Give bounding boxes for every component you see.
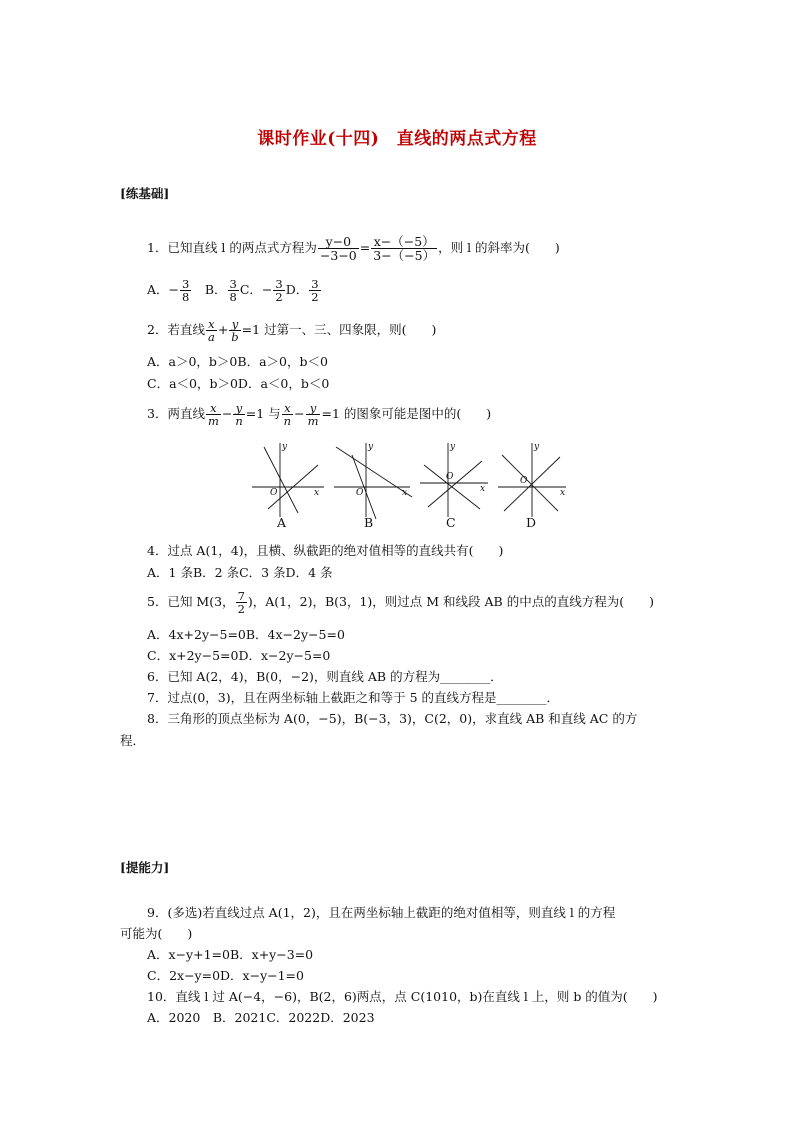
q1-fraction-2: $\frac{x-(-5)}{3-(-5)}$: [373, 233, 436, 263]
section-basic-heading: [练基础]: [120, 186, 170, 201]
q5-options-line-1: A．4x+2y−5=0B．4x−2y−5=0: [147, 627, 345, 642]
question-9-continued: 可能为( ): [120, 926, 193, 941]
question-6: 6．已知 A(2，4)，B(0，−2)，则直线 AB 的方程为________．: [147, 669, 503, 684]
page-title: 课时作业(十四) 直线的两点式方程: [257, 129, 537, 149]
graph-b: [334, 443, 412, 519]
question-5: 5．已知 M(3， $\frac{7}{2}$ )，A(1，2)，B(3，1)，则过点 M 和线段 AB 的中点的直线方程为( ): [147, 588, 654, 616]
question-1: 1．已知直线 l 的两点式方程为 $\frac{y-0}{-3-0}$ = $\frac{x-(-5)}{3-(-5)}$ ，则 l 的斜率为( ): [147, 233, 560, 263]
section-advanced-heading: [提能力]: [120, 860, 170, 875]
graph-d: [498, 443, 566, 517]
graph-a: [252, 443, 324, 517]
graph-a-x-axis-label: x: [314, 488, 320, 498]
graph-b-y-axis-label: y: [368, 442, 374, 452]
q1-stem: 1．已知直线 l 的两点式方程为: [147, 240, 317, 255]
figure-label-a: A: [277, 515, 287, 530]
q10-options: A．2020 B．2021C．2022D．2023: [147, 1010, 375, 1025]
graph-b-x-axis-label: x: [402, 488, 408, 498]
graph-c: [420, 443, 488, 517]
question-3: 3．两直线 $\frac{x}{m}$ − $\frac{y}{n}$ =1 与 $\frac{x}{n}$ − $\frac{y}{m}$ =1 的图象可能是图中的( ): [147, 400, 492, 428]
figure-label-d: D: [526, 515, 537, 530]
graph-a-y-axis-label: y: [282, 442, 288, 452]
question-9: 9．(多选)若直线过点 A(1，2)，且在两坐标轴上截距的绝对值相等，则直线 l 的方程: [147, 905, 616, 920]
q9-options-line-1: A．x−y+1=0B．x+y−3=0: [147, 947, 314, 962]
graph-b-origin-label: O: [356, 488, 364, 498]
graph-c-y-axis-label: y: [450, 442, 456, 452]
graph-c-x-axis-label: x: [480, 484, 486, 494]
question-7: 7．过点(0，3)，且在两坐标轴上截距之和等于 5 的直线方程是________．: [147, 690, 560, 705]
question-8-continued: 程．: [120, 733, 146, 748]
q1-fraction-1: $\frac{y-0}{-3-0}$: [319, 233, 357, 263]
q4-options: A．1 条B．2 条C．3 条D．4 条: [147, 565, 333, 580]
graph-d-x-axis-label: x: [560, 488, 566, 498]
figure-label-b: B: [364, 515, 374, 530]
q5-options-line-2: C．x+2y−5=0D．x−2y−5=0: [147, 648, 331, 663]
q2-options-line-2: C．a＜0，b＞0D．a＜0，b＜0: [147, 376, 330, 391]
question-2: 2．若直线 $\frac{x}{a}$ + $\frac{y}{b}$ =1 过第一、三、四象限，则( ): [147, 316, 437, 344]
q2-options-line-1: A．a＞0，b＞0B．a＞0，b＜0: [147, 354, 328, 369]
question-10: 10．直线 l 过 A(−4，−6)，B(2，6)两点，点 C(1010，b)在直线 l 上，则 b 的值为( ): [147, 989, 658, 1004]
question-8: 8．三角形的顶点坐标为 A(0，−5)，B(−3，3)，C(2，0)，求直线 AB 和直线 AC 的方: [147, 711, 638, 726]
graph-a-origin-label: O: [270, 488, 278, 498]
figure-label-c: C: [446, 515, 456, 530]
graph-c-origin-label: O: [446, 472, 454, 482]
question-4: 4．过点 A(1，4)，且横、纵截距的绝对值相等的直线共有( ): [147, 543, 504, 558]
q9-options-line-2: C．2x−y=0D．x−y−1=0: [147, 968, 304, 983]
q1-options: A．− $\frac{3}{8}$ B． $\frac{3}{8}$ C．− $\frac{3}{2}$ D． $\frac{3}{2}$: [147, 276, 319, 304]
graph-d-origin-label: O: [520, 476, 528, 486]
graph-d-y-axis-label: y: [534, 442, 540, 452]
